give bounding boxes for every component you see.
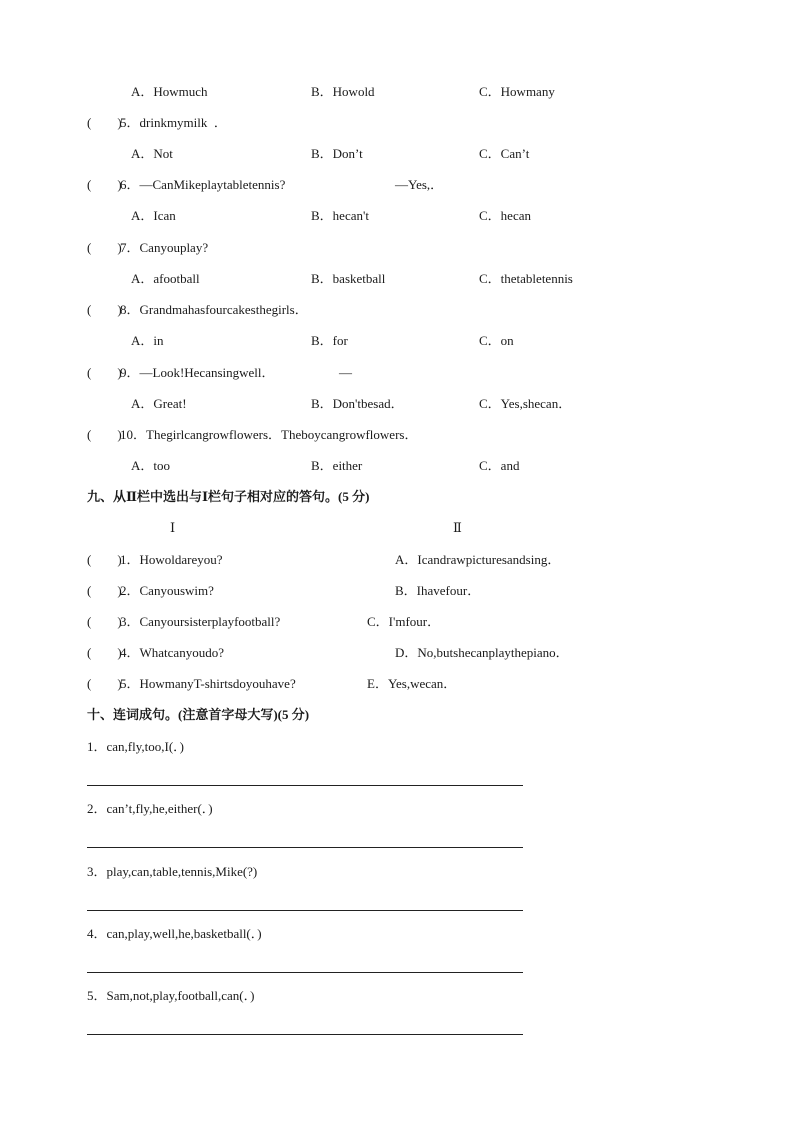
q4-option-a: A．Howmuch <box>131 84 208 99</box>
option-a: A．afootball <box>131 271 200 286</box>
match-blank[interactable]: ( ) <box>87 676 122 691</box>
answer-blank[interactable]: ( ) <box>87 240 122 255</box>
option-a: A．Not <box>131 146 173 161</box>
option-a: A．in <box>131 333 164 348</box>
option-b: B．hecan't <box>311 208 369 223</box>
word-order-item: 5．Sam,not,play,football,can(．) <box>87 988 255 1003</box>
answer-line[interactable] <box>87 972 523 973</box>
word-order-item: 2．can’t,fly,he,either(．) <box>87 801 213 816</box>
section-9-title: 九、从Ⅱ栏中选出与Ⅰ栏句子相对应的答句。(5 分) <box>87 489 370 504</box>
match-left-item: 2．Canyouswim? <box>120 583 214 598</box>
option-a: A．Ican <box>131 208 176 223</box>
question-stem-reply: —Yes,． <box>395 177 444 192</box>
answer-blank[interactable]: ( ) <box>87 365 122 380</box>
option-c: C．Yes,shecan． <box>479 396 572 411</box>
column-1-header: Ⅰ <box>170 520 176 535</box>
option-c: C．thetabletennis <box>479 271 573 286</box>
word-order-item: 1．can,fly,too,I(．) <box>87 739 184 754</box>
question-stem: 5．drinkmymilk ． <box>120 115 227 130</box>
option-a: A．Great! <box>131 396 187 411</box>
q4-option-c: C．Howmany <box>479 84 555 99</box>
option-c: C．on <box>479 333 514 348</box>
match-blank[interactable]: ( ) <box>87 583 122 598</box>
option-b: B．for <box>311 333 348 348</box>
match-blank[interactable]: ( ) <box>87 552 122 567</box>
word-order-item: 3．play,can,table,tennis,Mike(?) <box>87 864 258 879</box>
answer-line[interactable] <box>87 847 523 848</box>
match-right-item: E．Yes,wecan． <box>367 676 457 691</box>
word-order-item: 4．can,play,well,he,basketball(．) <box>87 926 262 941</box>
column-2-header: Ⅱ <box>453 520 462 535</box>
match-right-item: A．Icandrawpicturesandsing． <box>395 552 561 567</box>
answer-line[interactable] <box>87 785 523 786</box>
option-c: C．hecan <box>479 208 531 223</box>
question-stem: 6．—CanMikeplaytabletennis? <box>120 177 286 192</box>
match-blank[interactable]: ( ) <box>87 614 122 629</box>
option-a: A．too <box>131 458 171 473</box>
question-stem: 10．Thegirlcangrowflowers．Theboycangrowflowers． <box>120 427 418 442</box>
match-left-item: 3．Canyoursisterplayfootball? <box>120 614 281 629</box>
option-b: B．basketball <box>311 271 386 286</box>
answer-blank[interactable]: ( ) <box>87 115 122 130</box>
option-c: C．Can’t <box>479 146 530 161</box>
option-b: B．Don'tbesad． <box>311 396 404 411</box>
answer-line[interactable] <box>87 1034 523 1035</box>
question-stem: 8．Grandmahasfourcakesthegirls． <box>120 302 308 317</box>
match-left-item: 4．Whatcanyoudo? <box>120 645 224 660</box>
match-left-item: 5．HowmanyT-shirtsdoyouhave? <box>120 676 296 691</box>
option-b: B．either <box>311 458 363 473</box>
match-right-item: C．I'mfour． <box>367 614 441 629</box>
answer-blank[interactable]: ( ) <box>87 302 122 317</box>
answer-blank[interactable]: ( ) <box>87 177 122 192</box>
answer-line[interactable] <box>87 910 523 911</box>
match-right-item: B．Ihavefour． <box>395 583 481 598</box>
answer-blank[interactable]: ( ) <box>87 427 122 442</box>
match-left-item: 1．Howoldareyou? <box>120 552 223 567</box>
question-stem-reply: — <box>339 365 352 380</box>
match-blank[interactable]: ( ) <box>87 645 122 660</box>
section-10-title: 十、连词成句。(注意首字母大写)(5 分) <box>87 707 310 722</box>
question-stem: 9．—Look!Hecansingwell． <box>120 365 275 380</box>
option-c: C．and <box>479 458 520 473</box>
option-b: B．Don’t <box>311 146 363 161</box>
match-right-item: D．No,butshecanplaythepiano． <box>395 645 569 660</box>
q4-option-b: B．Howold <box>311 84 375 99</box>
question-stem: 7．Canyouplay? <box>120 240 209 255</box>
